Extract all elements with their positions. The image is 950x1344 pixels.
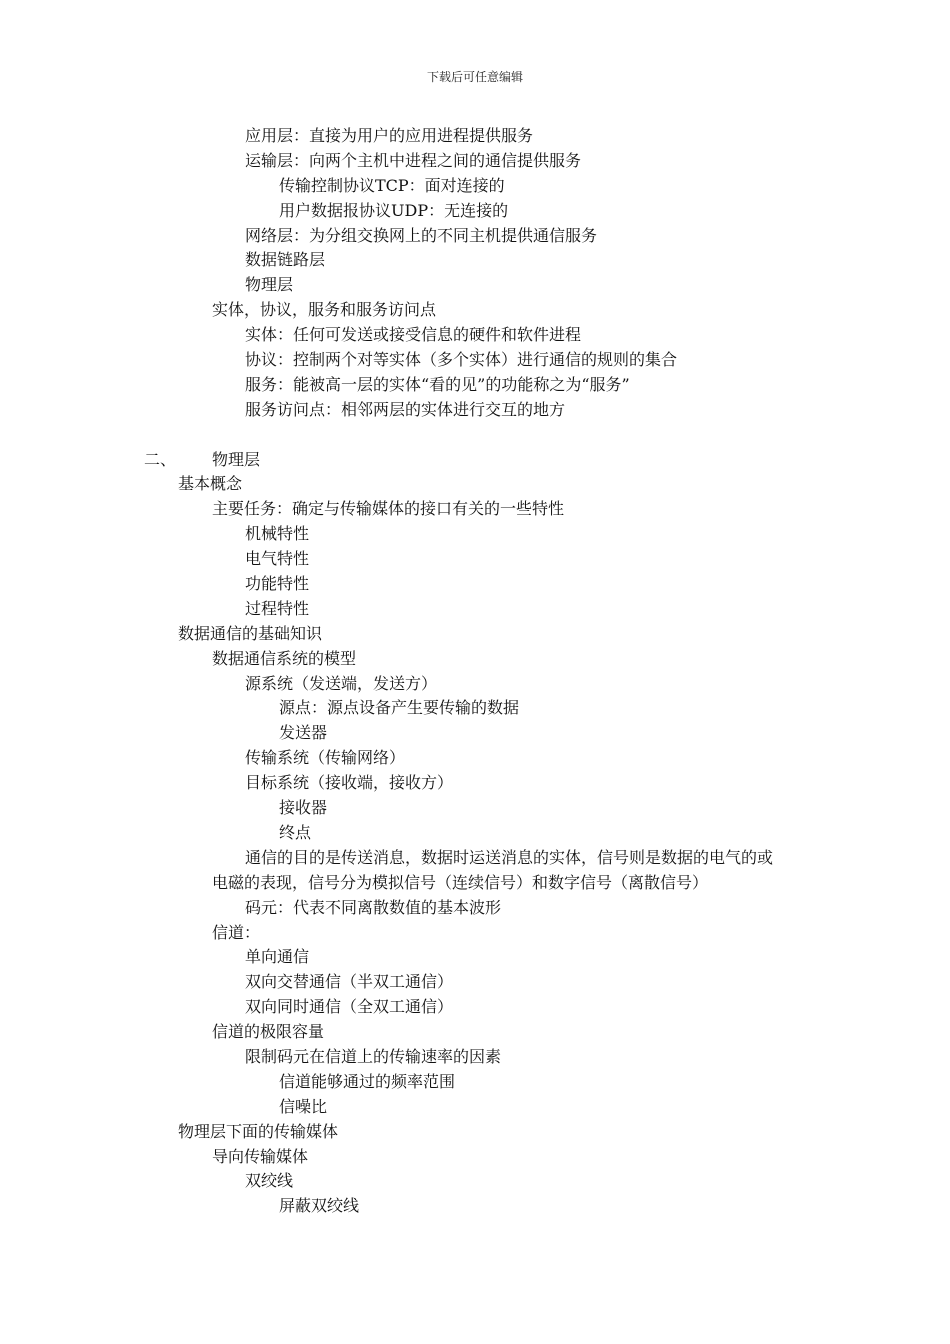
text-line: 源系统（发送端，发送方） [245,673,438,693]
text-line: 导向传输媒体 [212,1146,309,1166]
page-header: 下载后可任意编辑 [426,70,523,84]
text-line: 电磁的表现，信号分为模拟信号（连续信号）和数字信号（离散信号） [212,872,709,892]
text-line: 基本概念 [178,474,243,494]
text-line: 目标系统（接收端，接收方） [245,773,454,793]
text-line: 源点：源点设备产生要传输的数据 [279,698,520,718]
text-line: 服务：能被高一层的实体“看的见”的功能称之为“服务” [245,374,630,394]
text-line: 物理层 [245,275,294,295]
text-line: 数据通信系统的模型 [212,648,357,668]
text-line: 功能特性 [245,574,310,594]
text-line: 屏蔽双绞线 [279,1196,360,1216]
text-line: 终点 [279,822,312,842]
text-line: 码元：代表不同离散数值的基本波形 [245,897,502,917]
section-title: 物理层 [212,449,261,469]
text-line: 电气特性 [245,549,310,569]
text-line: 机械特性 [245,524,310,544]
section-number: 二、 [144,449,177,469]
text-line: 过程特性 [245,598,310,618]
text-line: 物理层下面的传输媒体 [178,1121,339,1141]
text-line: 传输系统（传输网络） [245,748,406,768]
text-line: 数据链路层 [245,250,326,270]
text-line: 限制码元在信道上的传输速率的因素 [245,1046,502,1066]
text-line: 数据通信的基础知识 [178,623,323,643]
text-line: 实体，协议，服务和服务访问点 [212,300,437,320]
text-line: 单向通信 [245,947,310,967]
text-line: 双向同时通信（全双工通信） [245,997,454,1017]
text-line: 信道能够通过的频率范围 [279,1071,456,1091]
text-line: 通信的目的是传送消息，数据时运送消息的实体，信号则是数据的电气的或 [245,847,774,867]
text-line: 接收器 [279,798,328,818]
text-line: 运输层：向两个主机中进程之间的通信提供服务 [245,150,582,170]
text-line: 网络层：为分组交换网上的不同主机提供通信服务 [245,225,598,245]
text-line: 信道的极限容量 [212,1022,325,1042]
text-line: 协议：控制两个对等实体（多个实体）进行通信的规则的集合 [245,350,678,370]
text-line: 服务访问点：相邻两层的实体进行交互的地方 [245,399,566,419]
text-line: 发送器 [279,723,328,743]
text-line: 用户数据报协议UDP：无连接的 [279,200,509,220]
blank-line [0,423,950,448]
text-line: 信道： [212,922,261,942]
text-line: 传输控制协议TCP：面对连接的 [279,175,505,195]
text-line: 实体：任何可发送或接受信息的硬件和软件进程 [245,325,582,345]
text-line: 应用层：直接为用户的应用进程提供服务 [245,126,534,145]
text-line: 双绞线 [245,1171,294,1191]
text-line: 主要任务：确定与传输媒体的接口有关的一些特性 [212,499,565,519]
text-line: 双向交替通信（半双工通信） [245,972,454,992]
document-body [0,124,950,1219]
text-line: 信噪比 [279,1096,328,1116]
section-heading [0,448,950,473]
